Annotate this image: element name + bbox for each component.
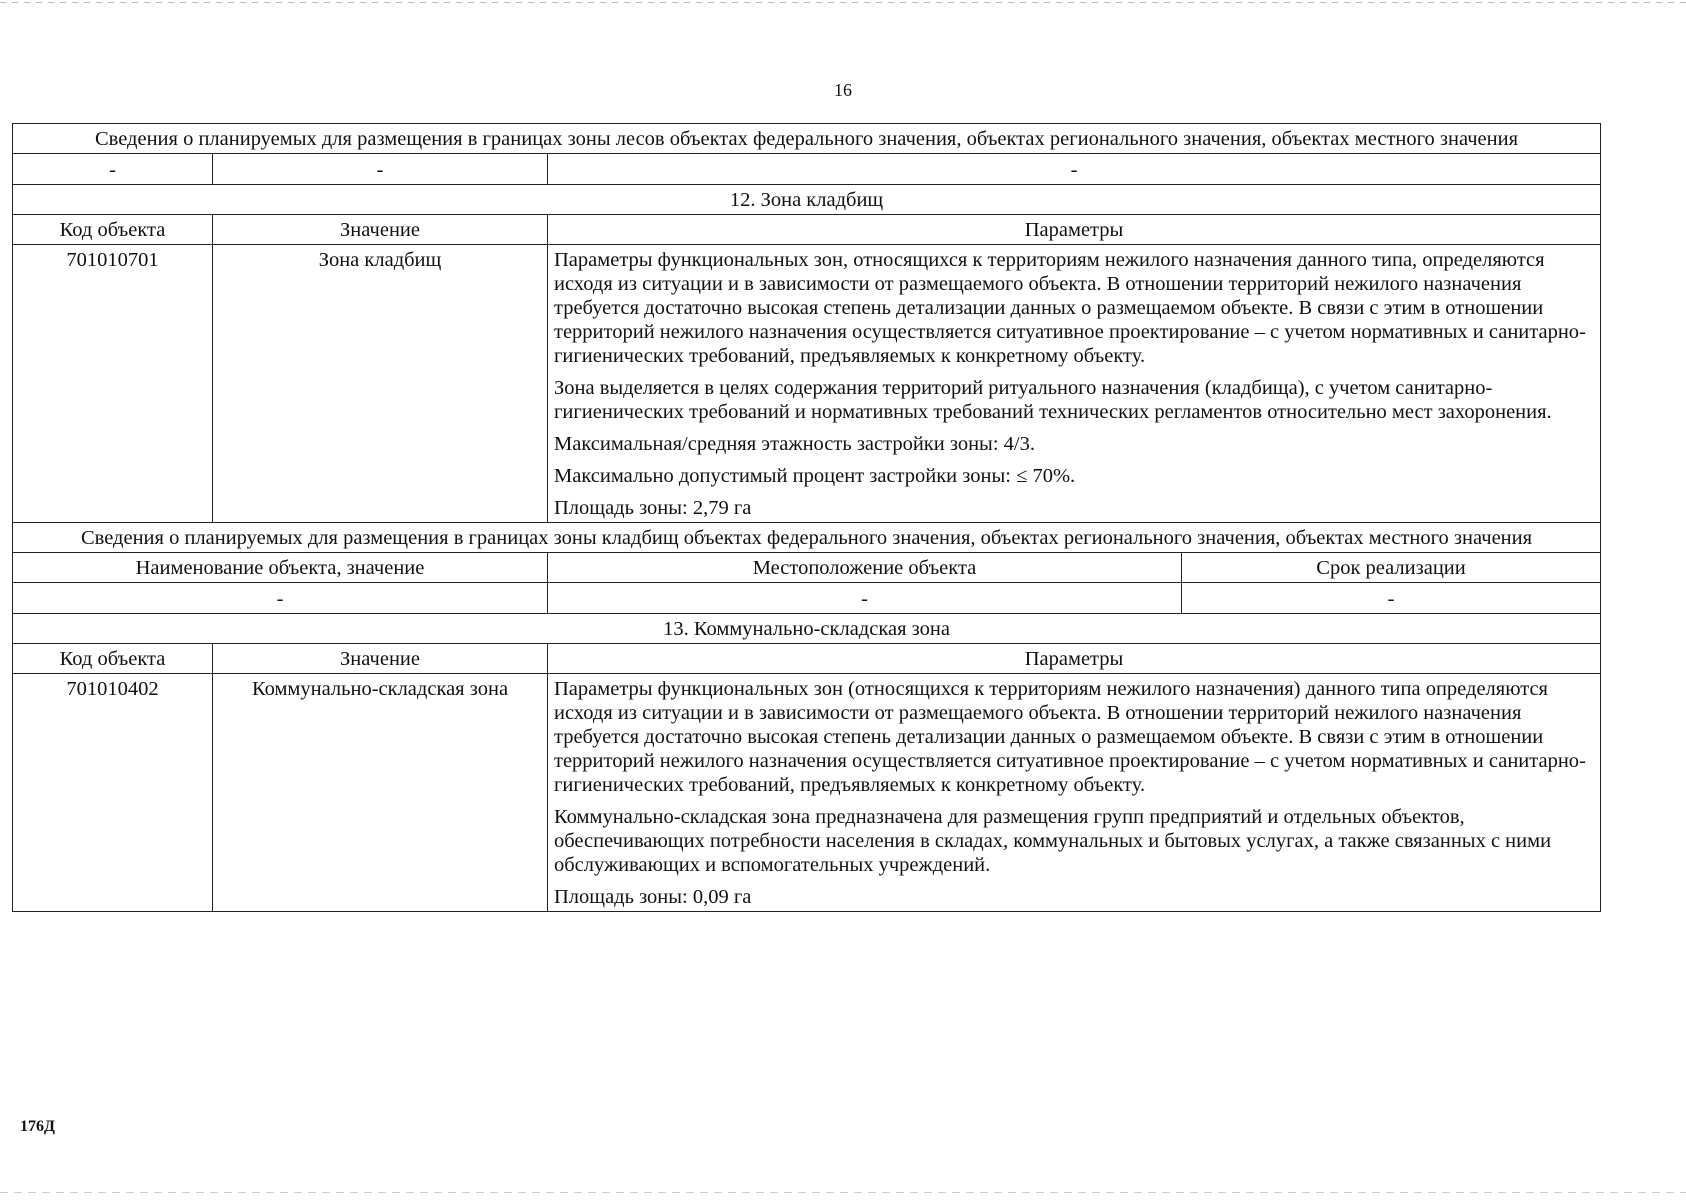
cemetery-header-params: Параметры [548, 215, 1601, 245]
cemetery-objects-cell-3: - [1182, 583, 1601, 614]
forest-objects-row [13, 154, 1601, 185]
communal-header-params: Параметры [548, 644, 1601, 674]
forest-objects-cell-1: - [13, 154, 213, 185]
communal-zone-title: 13. Коммунально-складская зона [13, 614, 1601, 644]
communal-params [548, 674, 1601, 912]
scan-artifact-top [0, 2, 1686, 3]
cemetery-objects-columns-row [13, 553, 1601, 583]
forest-objects-header-row [13, 124, 1601, 154]
forest-objects-cell-2: - [213, 154, 548, 185]
communal-header-code: Код объекта [13, 644, 213, 674]
cemetery-param-5: Площадь зоны: 2,79 га [554, 497, 752, 519]
cemetery-zone-title-row [13, 185, 1601, 215]
cemetery-param-1: Параметры функциональных зон, относящихся к территориям нежилого назначения данного типа, определяются исходя из ситуации и в зависимости от размещаемого объекта. В отношении территорий нежилого назначения требуется достаточно высокая степень детализации данных о размещаемом объекте. В связи с этим в отношении территорий нежилого назначения осуществляется ситуативное проектирование – с учетом нормативных и санитарно-гигиенических требований, предъявляемых к конкретному объекту. [554, 249, 1586, 367]
forest-objects-cell-3: - [548, 154, 1601, 185]
communal-code: 701010402 [13, 674, 213, 912]
communal-param-3: Площадь зоны: 0,09 га [554, 886, 752, 908]
cemetery-zone-title: 12. Зона кладбищ [13, 185, 1601, 215]
cemetery-param-2: Зона выделяется в целях содержания территорий ритуального назначения (кладбища), с учетом санитарно-гигиенических требований и нормативных требований технических регламентов относительно мест захоронения. [554, 377, 1552, 423]
cemetery-header-code: Код объекта [13, 215, 213, 245]
cemetery-params [548, 245, 1601, 523]
page-number: 16 [834, 80, 852, 100]
cemetery-objects-cell-1: - [13, 583, 548, 614]
cemetery-objects-cell-2: - [548, 583, 1182, 614]
cemetery-code: 701010701 [13, 245, 213, 523]
cemetery-value: Зона кладбищ [213, 245, 548, 523]
cemetery-header-value: Значение [213, 215, 548, 245]
communal-param-1: Параметры функциональных зон (относящихся к территориям нежилого назначения) данного типа определяются исходя из ситуации и в зависимости от размещаемого объекта. В отношении территорий нежилого назначения требуется достаточно высокая степень детализации данных о размещаемом объекте. В связи с этим в отношении территорий нежилого назначения осуществляется ситуативное проектирование – с учетом нормативных и санитарно-гигиенических требований, предъявляемых к конкретному объекту. [554, 678, 1586, 796]
communal-value: Коммунально-складская зона [213, 674, 548, 912]
communal-data-row [13, 674, 1601, 912]
cemetery-objects-col-term: Срок реализации [1182, 553, 1601, 583]
cemetery-param-4: Максимально допустимый процент застройки зоны: ≤ 70%. [554, 465, 1076, 487]
cemetery-objects-header-row [13, 523, 1601, 553]
scan-artifact-bottom [0, 1192, 1686, 1193]
cemetery-objects-col-location: Местоположение объекта [548, 553, 1182, 583]
cemetery-objects-row [13, 583, 1601, 614]
cemetery-objects-header: Сведения о планируемых для размещения в границах зоны кладбищ объектах федерального значения, объектах регионального значения, объектах местного значения [13, 523, 1601, 553]
cemetery-param-3: Максимальная/средняя этажность застройки зоны: 4/3. [554, 433, 1035, 455]
footer-document-code: 176Д [20, 1118, 56, 1135]
cemetery-header-row [13, 215, 1601, 245]
zones-table [12, 123, 1601, 912]
communal-zone-title-row [13, 614, 1601, 644]
cemetery-data-row [13, 245, 1601, 523]
cemetery-objects-col-name: Наименование объекта, значение [13, 553, 548, 583]
communal-header-row [13, 644, 1601, 674]
communal-param-2: Коммунально-складская зона предназначена для размещения групп предприятий и отдельных объектов, обеспечивающих потребности населения в складах, коммунальных и бытовых услугах, а также связанных с ними обслуживающих и вспомогательных учреждений. [554, 806, 1552, 876]
communal-header-value: Значение [213, 644, 548, 674]
forest-objects-header: Сведения о планируемых для размещения в границах зоны лесов объектах федерального значения, объектах регионального значения, объектах местного значения [13, 124, 1601, 154]
